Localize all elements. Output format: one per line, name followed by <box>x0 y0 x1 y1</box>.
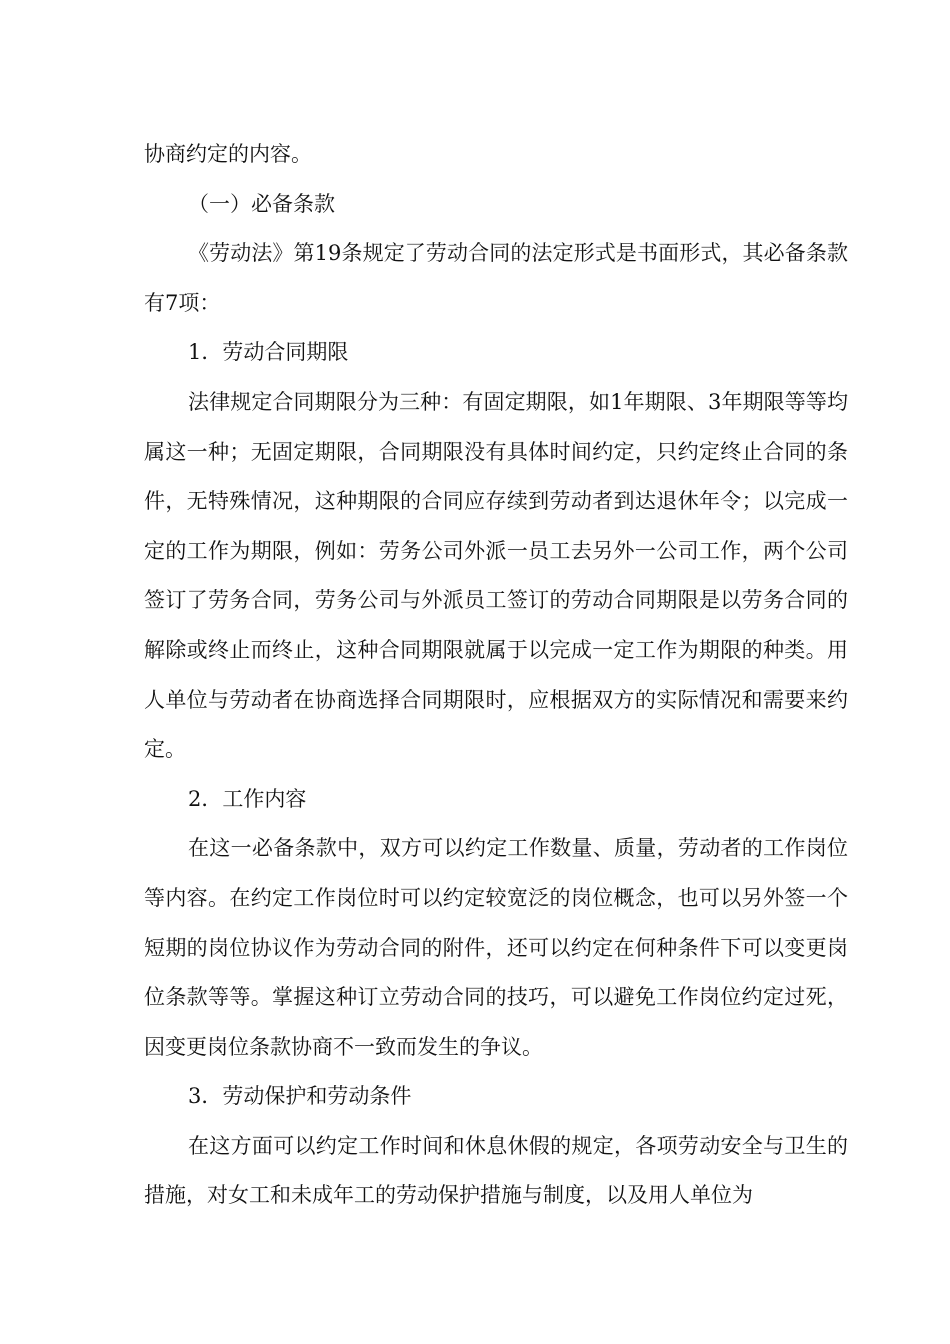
paragraph-work-content: 在这一必备条款中，双方可以约定工作数量、质量，劳动者的工作岗位等内容。在约定工作岗位时可以约定较宽泛的岗位概念，也可以另外签一个短期的岗位协议作为劳动合同的附件，还可以约定在何种条件下可以变更岗位条款等等。掌握这种订立劳动合同的技巧，可以避免工作岗位约定过死，因变更岗位条款协商不一致而发生的争议。 <box>144 836 848 1059</box>
subheading-labor-protection: 3．劳动保护和劳动条件 <box>188 1084 412 1109</box>
paragraph-continuation: 协商约定的内容。 <box>144 142 312 166</box>
document-body <box>144 130 848 1221</box>
paragraph-intro: 《劳动法》第19条规定了劳动合同的法定形式是书面形式，其必备条款有7项： <box>144 241 848 315</box>
subheading-contract-term: 1．劳动合同期限 <box>188 340 349 365</box>
subheading-work-content: 2．工作内容 <box>188 786 307 811</box>
section-heading-required-clauses: （一）必备条款 <box>188 191 335 216</box>
paragraph-contract-term: 法律规定合同期限分为三种：有固定期限，如1年期限、3年期限等等均属这一种；无固定期限，合同期限没有具体时间约定，只约定终止合同的条件，无特殊情况，这种期限的合同应存续到劳动者到达退休年令；以完成一定的工作为期限，例如：劳务公司外派一员工去另外一公司工作，两个公司签订了劳务合同，劳务公司与外派员工签订的劳动合同期限是以劳务合同的解除或终止而终止，这种合同期限就属于以完成一定工作为期限的种类。用人单位与劳动者在协商选择合同期限时，应根据双方的实际情况和需要来约定。 <box>144 389 848 762</box>
paragraph-labor-protection: 在这方面可以约定工作时间和休息休假的规定，各项劳动安全与卫生的措施，对女工和未成年工的劳动保护措施与制度，以及用人单位为 <box>144 1133 848 1208</box>
